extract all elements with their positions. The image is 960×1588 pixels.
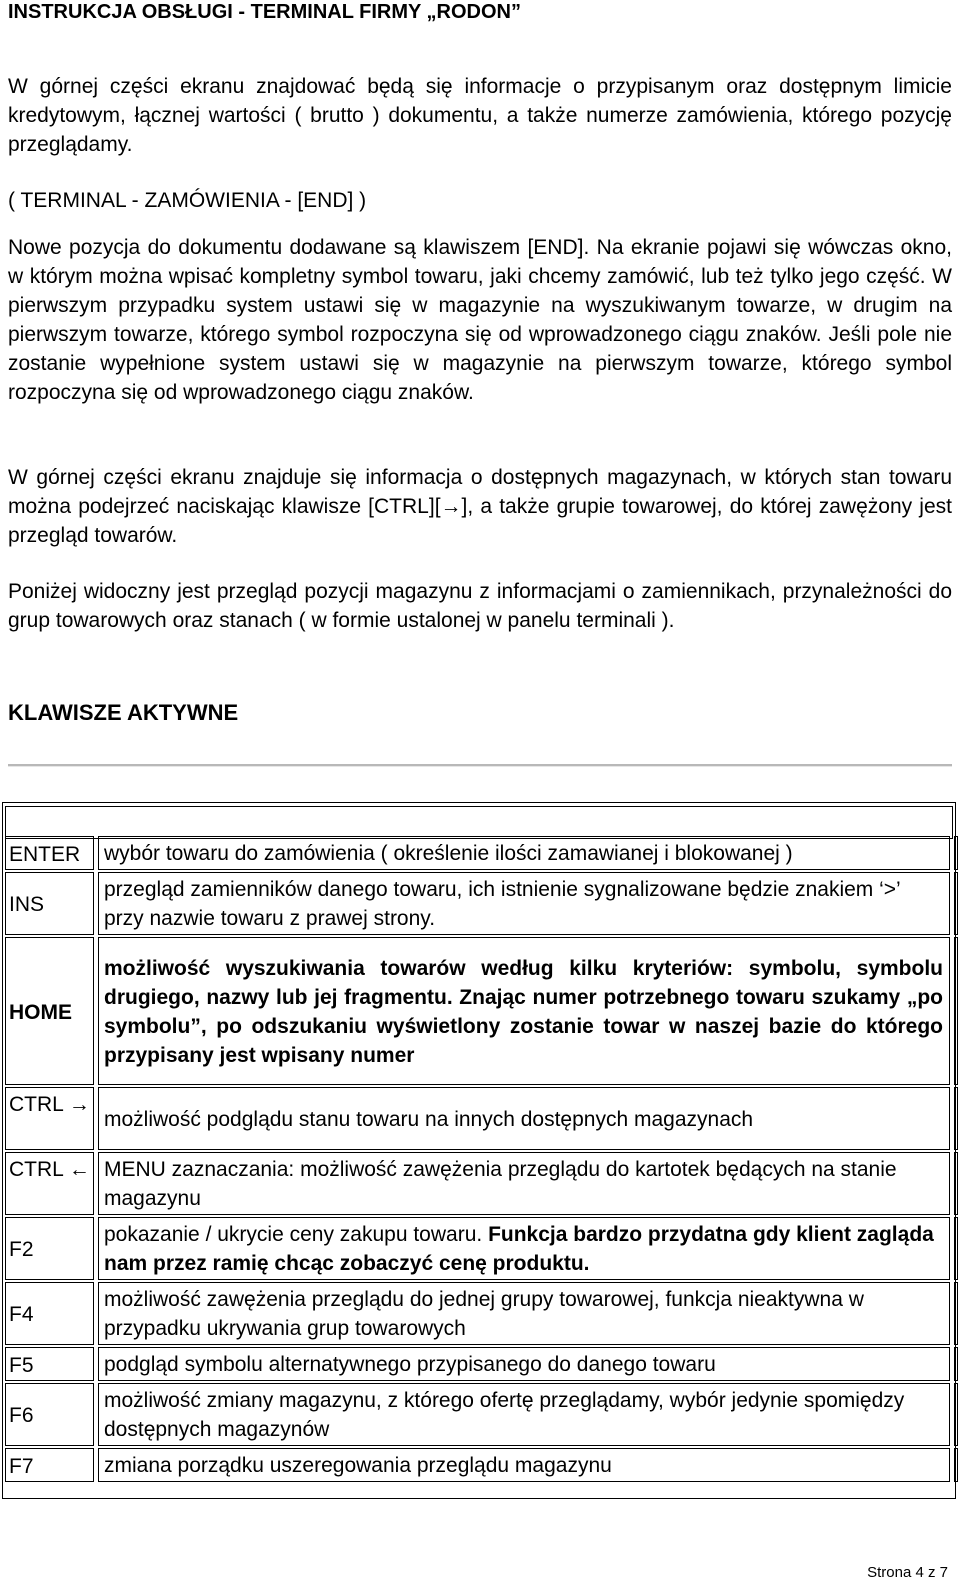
row-end-cell [954,937,958,1085]
row-end-cell [954,872,958,935]
section-heading: KLAWISZE AKTYWNE [8,700,239,725]
description-text: pokazanie / ukrycie ceny zakupu towaru. [104,1223,483,1246]
key-cell: F6 [5,1383,94,1446]
horizontal-rule [8,764,952,767]
row-end-cell [954,1448,958,1482]
row-end-cell [954,836,958,870]
paragraph-inventory-view: Poniżej widoczny jest przegląd pozycji magazynu z informacjami o zamiennikach, przynależności do grup towarowych oraz stanach ( w formie ustalonej w panelu terminali ). [8,580,952,632]
keys-table-top-row [5,806,953,839]
description-text: MENU zaznaczania: możliwość zawężenia przeglądu do kartotek będących na stanie magazynu [104,1158,897,1210]
description-text: możliwość wyszukiwania towarów według kilku kryteriów: symbolu, symbolu drugiego, nazwy lub jej fragmentu. Znając numer potrzebnego towaru szukamy „po symbolu”, po odszukaniu wyświetlony zostanie towar w naszej bazie do którego przypisany jest wpisany numer [104,956,943,1067]
description-cell [98,872,950,935]
row-end-cell [954,1087,958,1150]
row-end-cell [954,1152,958,1215]
page-number: Strona 4 z 7 [867,1564,948,1581]
table-row [5,1152,953,1215]
paragraph-menu-path: ( TERMINAL - ZAMÓWIENIA - [END] ) [8,189,367,212]
row-end-cell [954,1347,958,1381]
description-cell [98,1448,950,1482]
key-cell: F2 [5,1217,94,1280]
description-text: wybór towaru do zamówienia ( określenie ilości zamawianej i blokowanej ) [104,842,793,865]
key-cell: F7 [5,1448,94,1482]
key-cell: CTRL → [5,1087,94,1150]
description-text: możliwość zmiany magazynu, z którego ofertę przeglądamy, wybór jedynie spomiędzy dostępnych magazynów [104,1389,905,1441]
key-cell: INS [5,872,94,935]
row-end-cell [954,1282,958,1345]
table-row [5,872,953,935]
table-row [5,1347,953,1381]
description-text: podgląd symbolu alternatywnego przypisanego do danego towaru [104,1353,716,1376]
key-cell: HOME [5,937,94,1085]
description-text: zmiana porządku uszeregowania przeglądu magazynu [104,1454,612,1477]
description-text: możliwość zawężenia przeglądu do jednej grupy towarowej, funkcja nieaktywna w przypadku ukrywania grup towarowych [104,1288,864,1340]
paragraph-warehouses: W górnej części ekranu znajduje się informacja o dostępnych magazynach, w których stan towaru można podejrzeć naciskając klawisze [CTRL][→], a także grupie towarowej, do której zawężony jest przegląd towarów. [8,466,952,547]
key-cell: ENTER [5,836,94,870]
description-cell [98,1282,950,1345]
row-end-cell [954,1383,958,1446]
description-cell [98,1347,950,1381]
description-text: przegląd zamienników danego towaru, ich istnienie sygnalizowane będzie znakiem ‘>’ przy nazwie towaru z prawej strony. [104,878,900,930]
table-row [5,1217,953,1280]
document-header: INSTRUKCJA OBSŁUGI - TERMINAL FIRMY „RODON” [8,1,521,23]
table-row [5,1087,953,1150]
key-cell: CTRL ← [5,1152,94,1215]
table-row [5,1448,953,1482]
paragraph-credit-info: W górnej części ekranu znajdować będą się informacje o przypisanym oraz dostępnym limicie kredytowym, łącznej wartości ( brutto ) dokumentu, a także numerze zamówienia, którego pozycję przeglądamy. [8,75,952,156]
row-end-cell [954,1217,958,1280]
description-emphasis: Funkcja bardzo przydatna gdy klient zagląda nam przez ramię chcąc zobaczyć cenę produktu. [104,1223,934,1275]
paragraph-new-item: Nowe pozycja do dokumentu dodawane są klawiszem [END]. Na ekranie pojawi się wówczas okno, w którym można wpisać kompletny symbol towaru, jaki chcemy zamówić, lub też tylko jego część. W pierwszym przypadku system ustawi się w magazynie na wyszukiwanym towarze, w drugim na pierwszym towarze, którego symbol rozpoczyna się od wprowadzonego ciągu znaków. Jeśli pole nie zostanie wypełnione system ustawi się w magazynie na pierwszym towarze, którego symbol rozpoczyna się od wprowadzonego ciągu znaków. [8,236,952,404]
description-cell [98,1217,950,1280]
description-cell [98,1383,950,1446]
description-cell [98,1087,950,1150]
description-cell [98,937,950,1085]
key-cell: F4 [5,1282,94,1345]
description-text: możliwość podglądu stanu towaru na innych dostępnych magazynach [104,1107,754,1131]
description-cell [98,1152,950,1215]
table-row [5,937,953,1085]
key-cell: F5 [5,1347,94,1381]
table-row [5,1383,953,1446]
table-row [5,1282,953,1345]
description-cell [98,836,950,870]
table-row [5,836,953,870]
